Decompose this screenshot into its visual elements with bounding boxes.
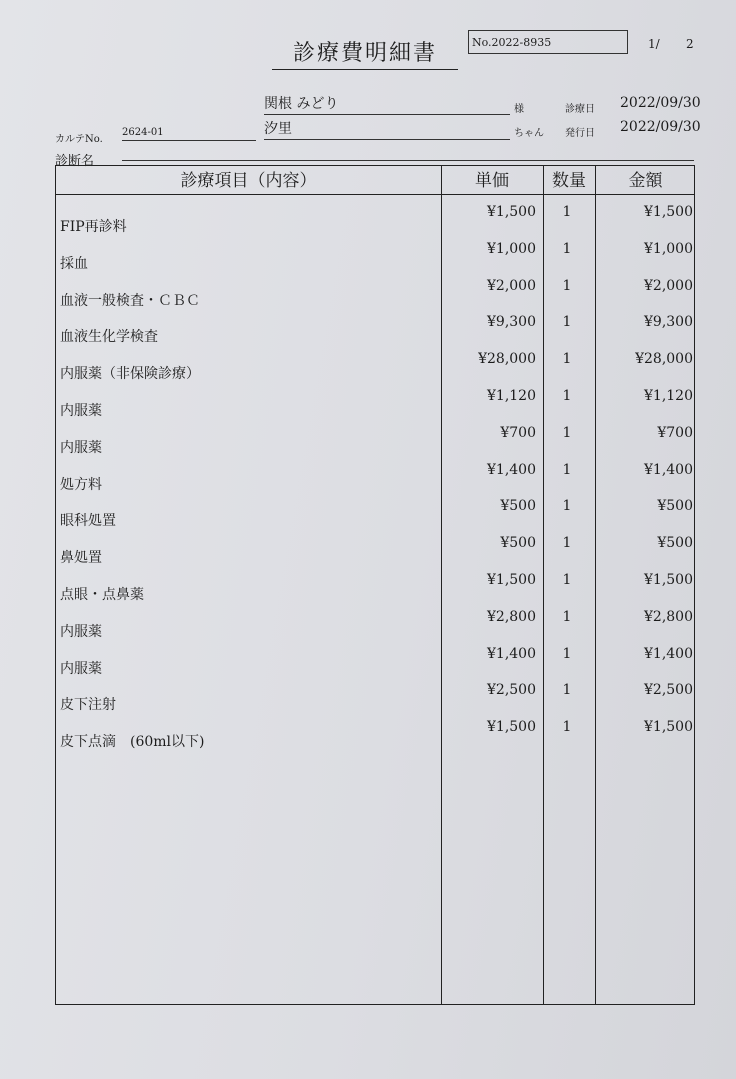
table-row [56,719,696,755]
table-row [56,682,696,718]
item-cell: 採血 [60,255,88,272]
amount-cell: ¥1,400 [644,645,693,662]
qty-cell: 1 [562,424,572,441]
issue-date-label: 発行日 [565,128,595,139]
price-cell: ¥9,300 [487,314,536,331]
item-cell: 内服薬（非保険診療） [60,366,200,383]
price-cell: ¥2,800 [487,608,536,625]
table-row [56,241,696,277]
qty-cell: 1 [562,682,572,699]
amount-cell: ¥1,400 [644,461,693,478]
table-row [56,314,696,350]
header-divider [56,194,694,195]
qty-cell: 1 [562,314,572,331]
qty-cell: 1 [562,351,572,368]
amount-cell: ¥500 [657,535,693,552]
qty-cell: 1 [562,535,572,552]
table-row [56,425,696,461]
amount-cell: ¥1,500 [644,719,693,736]
qty-cell: 1 [562,240,572,257]
table-row [56,388,696,424]
invoice-table [55,165,695,1005]
qty-cell: 1 [562,645,572,662]
table-row [56,572,696,608]
amount-cell: ¥700 [657,424,693,441]
qty-cell: 1 [562,719,572,736]
qty-cell: 1 [562,498,572,515]
amount-cell: ¥1,500 [644,572,693,588]
item-cell: 内服薬 [60,403,102,419]
amount-cell: ¥28,000 [635,351,693,368]
amount-cell: ¥1,500 [644,204,693,220]
price-cell: ¥1,400 [487,461,536,478]
pet-name: 汐里 [264,119,510,140]
item-cell: 処方料 [60,476,102,493]
price-cell: ¥28,000 [478,351,536,368]
diagnosis-line [122,160,694,161]
price-cell: ¥1,500 [487,572,536,588]
table-row [56,498,696,534]
header-amount: 金額 [628,171,663,191]
qty-cell: 1 [562,277,572,294]
table-row [56,204,696,240]
visit-date: 2022/09/30 [620,95,701,111]
amount-cell: ¥500 [657,498,693,515]
qty-cell: 1 [562,608,572,625]
visit-date-label: 診療日 [565,104,595,115]
item-cell: 鼻処置 [60,550,102,567]
qty-cell: 1 [562,572,572,588]
item-cell: 皮下点滴 (60ml以下) [60,734,205,751]
owner-suffix: 様 [514,104,524,115]
qty-cell: 1 [562,388,572,404]
price-cell: ¥1,000 [487,240,536,257]
price-cell: ¥1,400 [487,645,536,662]
header-item: 診療項目（内容） [180,171,317,191]
issue-date: 2022/09/30 [620,119,701,135]
item-cell: 内服薬 [60,660,102,677]
amount-cell: ¥2,500 [644,682,693,699]
karte-number-value: 2624-01 [122,127,164,138]
amount-cell: ¥1,000 [644,240,693,257]
item-cell: 血液一般検査・ＣＢＣ [60,292,200,309]
header-price: 単価 [475,171,509,191]
item-cell: FIP再診料 [60,219,127,235]
diagnosis-label: 診断名 [55,154,95,169]
price-cell: ¥2,000 [487,277,536,294]
amount-cell: ¥1,120 [644,388,693,404]
karte-number [122,126,256,141]
table-row [56,646,696,682]
header-qty: 数量 [552,171,586,191]
qty-cell: 1 [562,461,572,478]
document-number: No.2022-8935 [468,30,628,54]
item-cell: 点眼・点鼻薬 [60,587,144,603]
price-cell: ¥500 [500,535,536,552]
price-cell: ¥1,500 [487,204,536,220]
pet-suffix: ちゃん [514,128,544,139]
price-cell: ¥1,500 [487,719,536,736]
table-row [56,535,696,571]
price-cell: ¥500 [500,498,536,515]
table-row [56,609,696,645]
page-total: 2 [686,37,694,51]
document-title: 診療費明細書 [272,36,458,70]
table-row [56,462,696,498]
owner-name: 関根 みどり [264,94,510,115]
table-row [56,278,696,314]
item-cell: 眼科処置 [60,513,116,530]
item-cell: 血液生化学検査 [60,329,158,346]
item-cell: 皮下注射 [60,697,116,714]
amount-cell: ¥2,800 [644,608,693,625]
price-cell: ¥1,120 [487,388,536,404]
amount-cell: ¥9,300 [644,314,693,331]
table-row [56,351,696,387]
page-current: 1/ [648,37,660,51]
qty-cell: 1 [562,204,572,220]
price-cell: ¥700 [500,424,536,441]
item-cell: 内服薬 [60,623,102,640]
price-cell: ¥2,500 [487,682,536,699]
karte-label: カルテNo. [55,134,103,145]
amount-cell: ¥2,000 [644,277,693,294]
item-cell: 内服薬 [60,439,102,456]
